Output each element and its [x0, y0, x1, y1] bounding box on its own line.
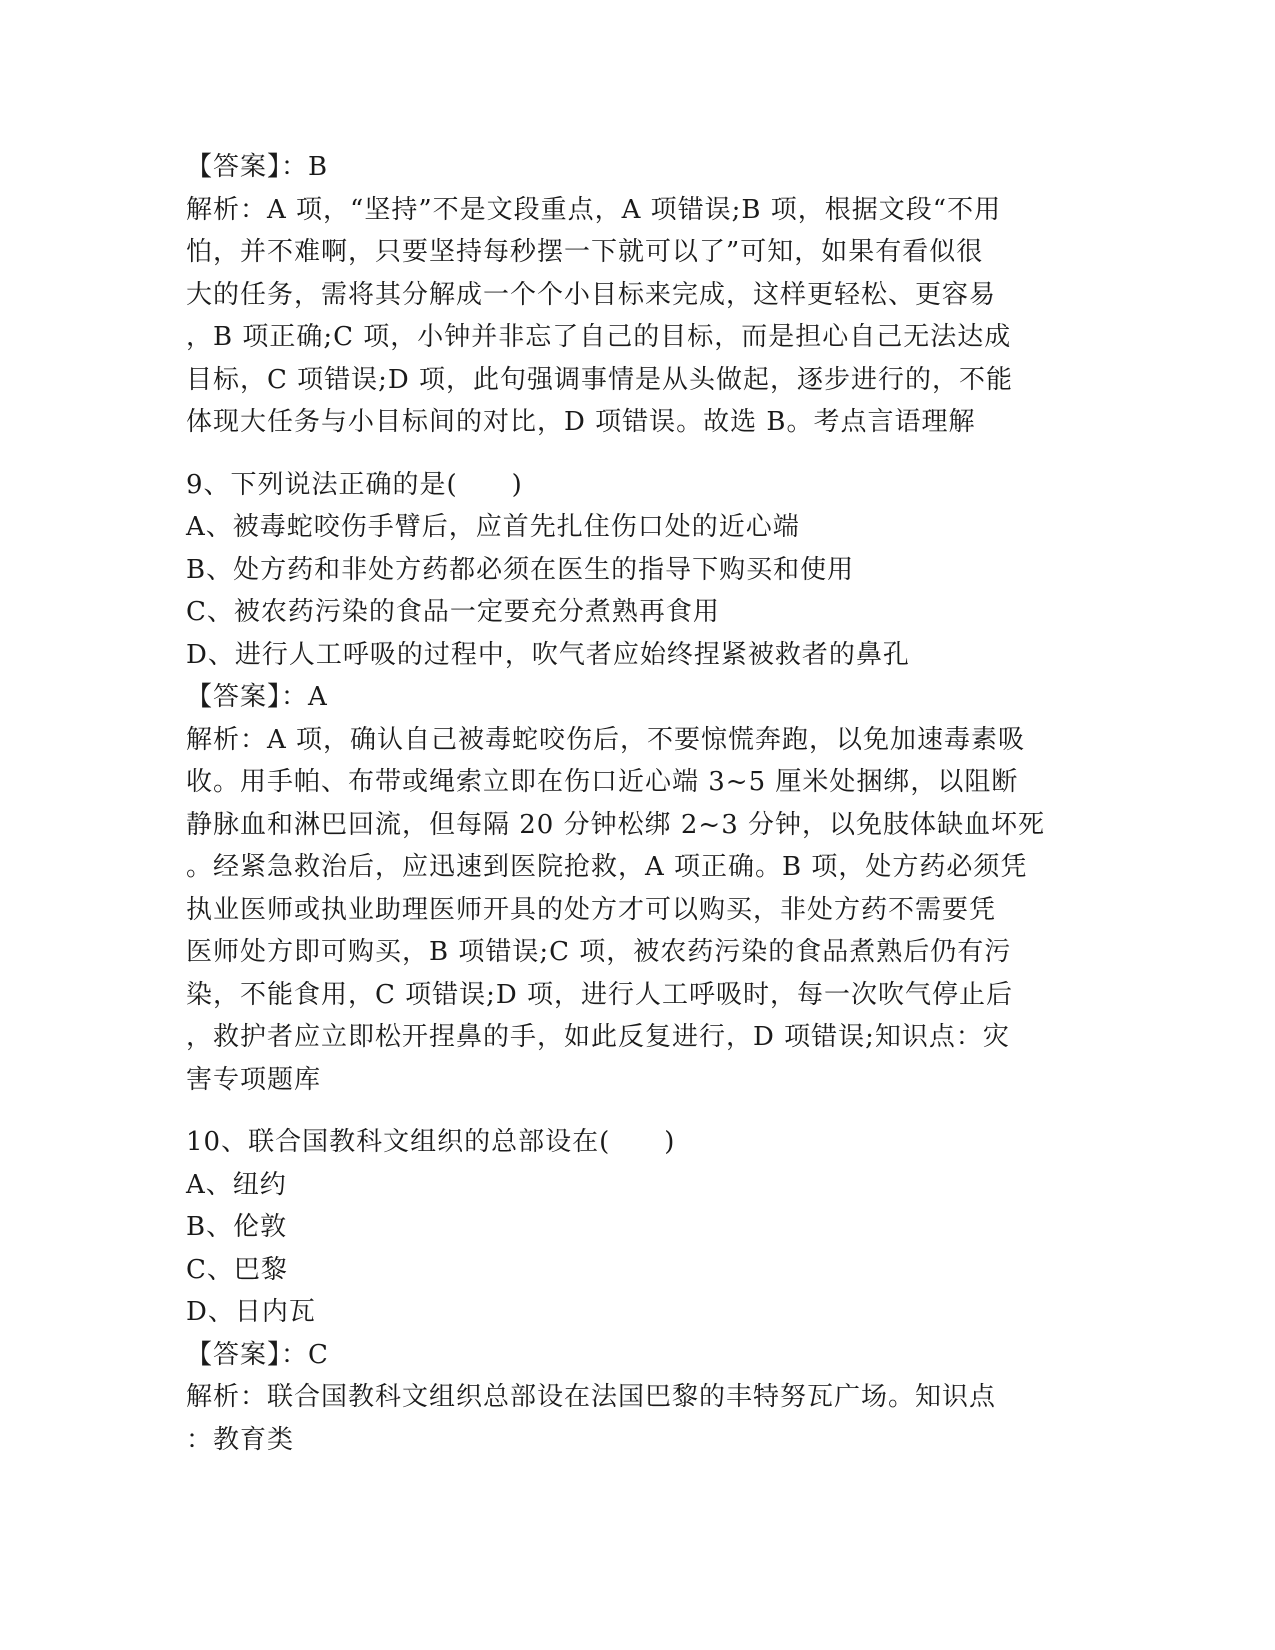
- q10-answer: 【答案】：C: [186, 1339, 329, 1370]
- q9-analysis-line: 解析：A 项，确认自己被毒蛇咬伤后，不要惊慌奔跑，以免加速毒素吸: [186, 724, 1026, 755]
- q8-answer: 【答案】：B: [186, 152, 329, 182]
- q10-analysis-line: ：教育类: [186, 1424, 295, 1455]
- q9-question: 9、下列说法正确的是( ): [186, 469, 523, 500]
- q8-analysis-line: ，B 项正确;C 项，小钟并非忘了自己的目标，而是担心自己无法达成: [186, 322, 1012, 352]
- q9-block: [186, 464, 1086, 1102]
- q9-analysis-line: 静脉血和淋巴回流，但每隔 20 分钟松绑 2~3 分钟，以免肢体缺血坏死: [186, 809, 1046, 840]
- q8-analysis-line: 怕，并不难啊，只要坚持每秒摆一下就可以了”可知，如果有看似很: [186, 237, 984, 267]
- q10-question: 10、联合国教科文组织的总部设在( ): [186, 1127, 676, 1157]
- q9-option-b: B、处方药和非处方药都必须在医生的指导下购买和使用: [186, 554, 855, 585]
- q9-option-a: A、被毒蛇咬伤手臂后，应首先扎住伤口处的近心端: [186, 512, 800, 542]
- q8-analysis-line: 体现大任务与小目标间的对比，D 项错误。故选 B。考点言语理解: [186, 407, 976, 437]
- q10-option-c: C、巴黎: [186, 1254, 288, 1285]
- spacer: [186, 1101, 1086, 1121]
- q10-option-b: B、伦敦: [186, 1212, 288, 1242]
- q9-option-d: D、进行人工呼吸的过程中，吹气者应始终捏紧被救者的鼻孔: [186, 639, 910, 670]
- q9-analysis-line: 执业医师或执业助理医师开具的处方才可以购买，非处方药不需要凭: [186, 894, 997, 925]
- q8-analysis-line: 目标，C 项错误;D 项，此句强调事情是从头做起，逐步进行的，不能: [186, 364, 1014, 395]
- q9-answer: 【答案】：A: [186, 682, 328, 712]
- q9-analysis-line: 。经紧急救治后，应迅速到医院抢救，A 项正确。B 项，处方药必须凭: [186, 852, 1028, 882]
- q10-block: [186, 1121, 1086, 1461]
- q8-block: [186, 146, 1086, 444]
- q9-analysis-line: ，救护者应立即松开捏鼻的手，如此反复进行，D 项错误;知识点：灾: [186, 1022, 1010, 1052]
- q9-analysis-line: 收。用手帕、布带或绳索立即在伤口近心端 3~5 厘米处捆绑，以阻断: [186, 767, 1019, 797]
- q10-analysis-line: 解析：联合国教科文组织总部设在法国巴黎的丰特努瓦广场。知识点: [186, 1382, 997, 1412]
- q8-analysis-line: 解析：A 项，“坚持”不是文段重点，A 项错误;B 项，根据文段“不用: [186, 194, 1002, 225]
- q10-option-a: A、纽约: [186, 1169, 287, 1200]
- spacer: [186, 444, 1086, 464]
- document-page: [186, 146, 1086, 1461]
- q9-analysis-line: 医师处方即可购买，B 项错误;C 项，被农药污染的食品煮熟后仍有污: [186, 937, 1012, 967]
- q9-analysis-line: 害专项题库: [186, 1064, 322, 1095]
- q8-analysis-line: 大的任务，需将其分解成一个个小目标来完成，这样更轻松、更容易: [186, 279, 997, 310]
- q9-analysis-line: 染，不能食用，C 项错误;D 项，进行人工呼吸时，每一次吹气停止后: [186, 979, 1014, 1010]
- q10-option-d: D、日内瓦: [186, 1297, 316, 1327]
- q9-option-c: C、被农药污染的食品一定要充分煮熟再食用: [186, 597, 720, 627]
